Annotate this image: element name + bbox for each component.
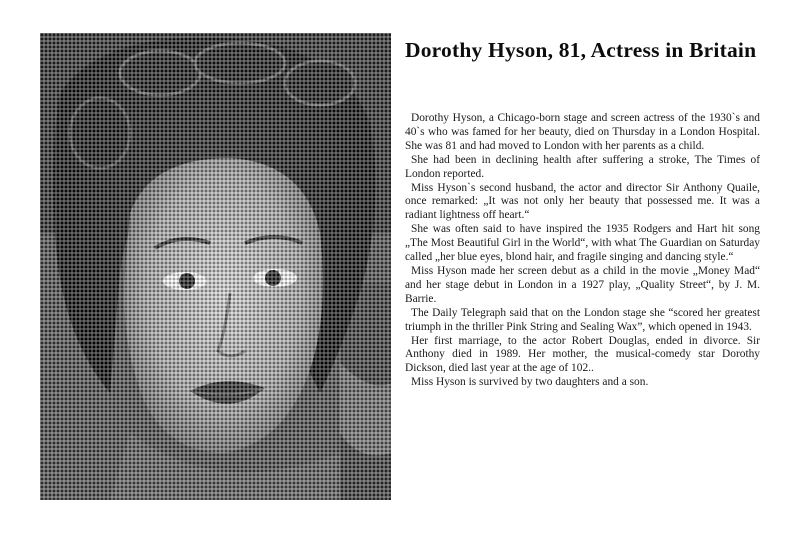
portrait-photo [40, 33, 391, 500]
article-paragraph: Her first marriage, to the actor Robert Douglas, ended in divorce. Sir Anthony died in 1989. Her mother, the musical-comedy star Dorothy Dickson, died last year at the age of 102.. [405, 334, 760, 375]
article-paragraph: Miss Hyson is survived by two daughters and a son. [411, 376, 649, 389]
article [405, 37, 760, 390]
article-paragraph: She had been in declining health after suffering a stroke, The Times of London reported. [405, 153, 760, 180]
article-paragraph: The Daily Telegraph said that on the London stage she “scored her greatest triumph in the thriller Pink String and Sealing Wax”, which opened in 1943. [405, 306, 760, 333]
article-paragraph: Dorothy Hyson, a Chicago-born stage and screen actress of the 1930`s and 40`s who was famed for her beauty, died on Thursday in a London Hospital. She was 81 and had moved to London with her parents as a child. [405, 112, 760, 152]
article-headline: Dorothy Hyson, 81, Actress in Britain [405, 38, 757, 62]
article-body [405, 112, 760, 390]
article-paragraph: Miss Hyson`s second husband, the actor and director Sir Anthony Quaile, once remarked: „It was not only her beauty that possessed me. It was a radiant lightness off heart.“ [405, 181, 760, 222]
halftone-portrait-image [40, 33, 391, 500]
article-paragraph: She was often said to have inspired the 1935 Rodgers and Hart hit song „The Most Beautiful Girl in the World“, with what The Guardian on Saturday called „her blue eyes, blond hair, and fragile singing and dancing style.“ [405, 223, 760, 264]
article-paragraph: Miss Hyson made her screen debut as a child in the movie „Money Mad“ and her stage debut in London in a 1927 play, „Quality Street“, by J. M. Barrie. [405, 264, 760, 305]
